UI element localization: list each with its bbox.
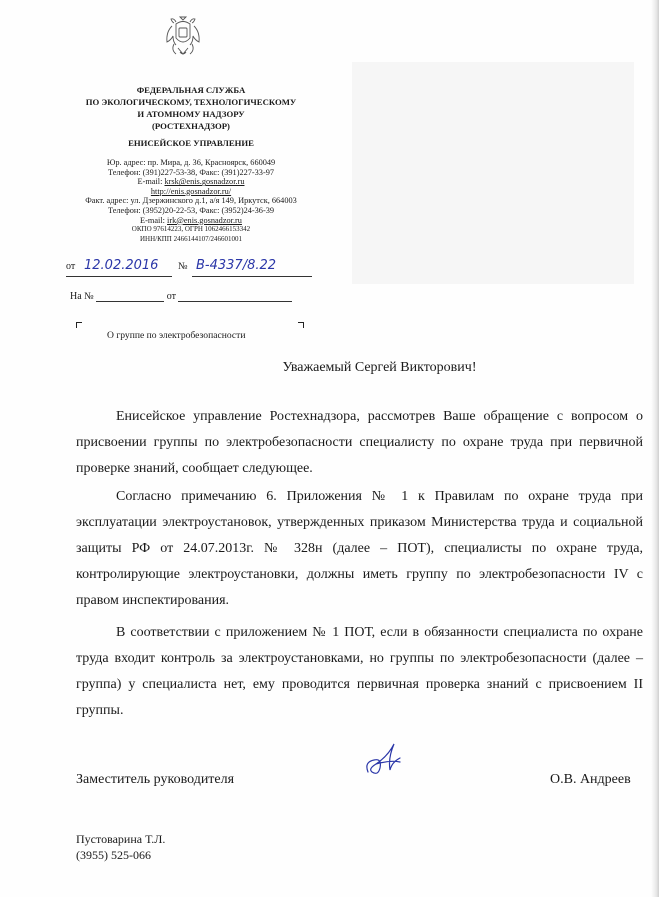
paragraph-3 bbox=[76, 620, 643, 724]
signatory-title: Заместитель руководителя bbox=[76, 772, 235, 787]
org-line: И АТОМНОМУ НАДЗОРУ bbox=[137, 109, 245, 119]
reply-number-blank bbox=[96, 291, 164, 302]
contact-block bbox=[62, 158, 320, 244]
page-edge bbox=[651, 0, 659, 897]
email-prefix: E-mail: bbox=[137, 177, 165, 187]
reply-date-blank bbox=[178, 291, 292, 302]
reply-label: На № bbox=[70, 291, 94, 302]
org-line: (РОСТЕХНАДЗОР) bbox=[152, 121, 230, 131]
email-prefix: E-mail: bbox=[140, 215, 168, 225]
email-line bbox=[62, 216, 320, 226]
org-line: ФЕДЕРАЛЬНАЯ СЛУЖБА bbox=[136, 85, 246, 95]
date-underline bbox=[66, 276, 172, 277]
handwritten-number: В-4337/8.22 bbox=[196, 258, 277, 273]
email-link[interactable]: krsk@enis.gosnadzor.ru bbox=[164, 177, 245, 187]
coat-of-arms-icon bbox=[164, 14, 202, 60]
handwritten-signature-icon bbox=[362, 738, 412, 782]
paragraph-2 bbox=[76, 484, 643, 614]
greeting bbox=[0, 360, 659, 376]
subject-bracket-left bbox=[76, 322, 82, 328]
department-name: ЕНИСЕЙСКОЕ УПРАВЛЕНИЕ bbox=[128, 138, 254, 148]
number-prefix: № bbox=[178, 261, 188, 272]
date-prefix: от bbox=[66, 261, 76, 272]
email-link[interactable]: irk@enis.gosnadzor.ru bbox=[167, 215, 242, 225]
reply-from-label: от bbox=[166, 291, 176, 302]
paragraph-1 bbox=[76, 404, 643, 482]
phone-line: Телефон: (3952)20-22-53, Факс: (3952)24-36-39 bbox=[107, 205, 275, 215]
phone-line: Телефон: (391)227-53-38, Факс: (391)227-33-97 bbox=[107, 167, 275, 177]
codes-line: ОКПО 97614223, ОГРН 1062466153342 bbox=[131, 225, 251, 234]
reply-reference-line bbox=[70, 291, 292, 302]
recipient-address-area bbox=[352, 62, 634, 284]
greeting-text: Уважаемый Сергей Викторович! bbox=[282, 360, 477, 375]
handwritten-date: 12.02.2016 bbox=[84, 258, 159, 273]
paragraph-text: В соответствии с приложением № 1 ПОТ, если в обязанности специалиста по охране труда входит контроль за электроустановками, но группы по электробезопасности (далее – группа) у специалиста нет, ему проводится первичная проверка знаний с присвоением II группы. bbox=[76, 625, 643, 718]
subject-bracket-right bbox=[298, 322, 304, 328]
executor-block bbox=[76, 831, 165, 863]
paragraph-text: Енисейское управление Ростехнадзора, рассмотрев Ваше обращение с вопросом о присвоении группы по электробезопасности специалисту по охране труда при первичной проверке знаний, сообщает следующее. bbox=[76, 409, 643, 476]
signatory-name: О.В. Андреев bbox=[550, 772, 631, 787]
executor-phone: (3955) 525-066 bbox=[76, 848, 151, 862]
website-link[interactable]: http://enis.gosnadzor.ru/ bbox=[150, 186, 232, 196]
number-underline bbox=[192, 276, 312, 277]
executor-name: Пустоварина Т.Л. bbox=[76, 832, 166, 846]
org-line: ПО ЭКОЛОГИЧЕСКОМУ, ТЕХНОЛОГИЧЕСКОМУ bbox=[85, 97, 297, 107]
letter-subject: О группе по электробезопасности bbox=[107, 330, 246, 341]
organization-title bbox=[62, 84, 320, 132]
address-line: Юр. адрес: пр. Мира, д. 36, Красноярск, 660049 bbox=[106, 158, 276, 167]
codes-line: ИНН/КПП 2466144107/246601001 bbox=[139, 234, 243, 243]
address-line: Факт. адрес: ул. Дзержинского д.1, а/я 149, Иркутск, 664003 bbox=[85, 196, 297, 206]
email-line bbox=[62, 177, 320, 187]
paragraph-text: Согласно примечанию 6. Приложения № 1 к Правилам по охране труда при эксплуатации электроустановок, утвержденных приказом Министерства труда и социальной защиты РФ от 24.07.2013г. № 328н (далее – ПОТ), специалисты по охране труда, контролирующие электроустановки, должны иметь группу по электробезопасности IV с правом инспектирования. bbox=[76, 489, 643, 608]
